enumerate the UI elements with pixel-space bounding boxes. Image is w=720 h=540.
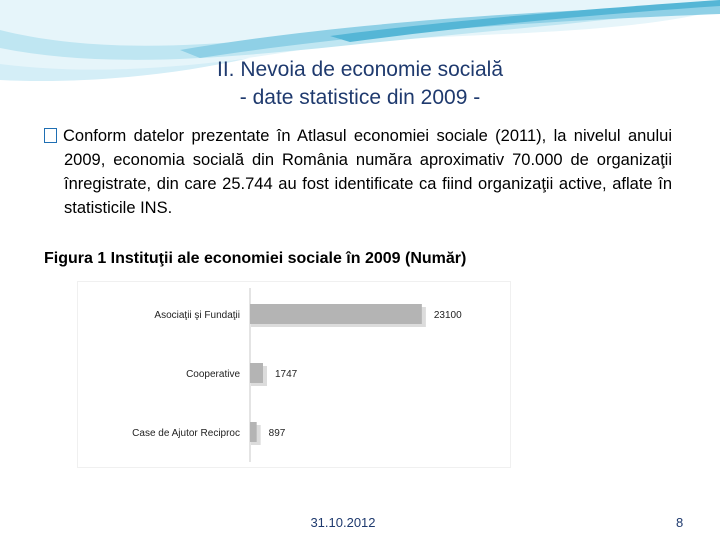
category-label: Case de Ajutor Reciproc [132,428,240,439]
chart-svg [78,282,510,467]
category-label: Cooperative [186,369,240,380]
bullet-text: Conform datelor prezentate în Atlasul economiei sociale (2011), la nivelul anului 2009, economia socială din România număra aproximativ 70.000 de organizaţii înregistrate, din care 25.744 au fost identificate ca fiind organizaţii active, aflate în statisticile INS. [63,127,672,217]
figure-caption: Figura 1 Instituţii ale economiei sociale în 2009 (Număr) [44,250,467,267]
slide-title-line1: II. Nevoia de economie socială [217,58,503,81]
category-label: Asociaţii şi Fundaţii [154,310,240,321]
value-label: 23100 [433,310,462,321]
page-number: 8 [676,515,684,530]
bullet-paragraph [44,124,672,220]
footer-date: 31.10.2012 [310,515,376,530]
bar-1 [250,363,263,383]
value-label: 1747 [274,369,298,380]
bar-2 [250,422,257,442]
value-label: 897 [268,428,286,439]
bullet-square-icon [44,128,57,143]
bar-chart [78,282,510,467]
slide-title-line2: - date statistice din 2009 - [239,86,481,109]
bar-0 [250,304,422,324]
slide-title [0,56,720,112]
